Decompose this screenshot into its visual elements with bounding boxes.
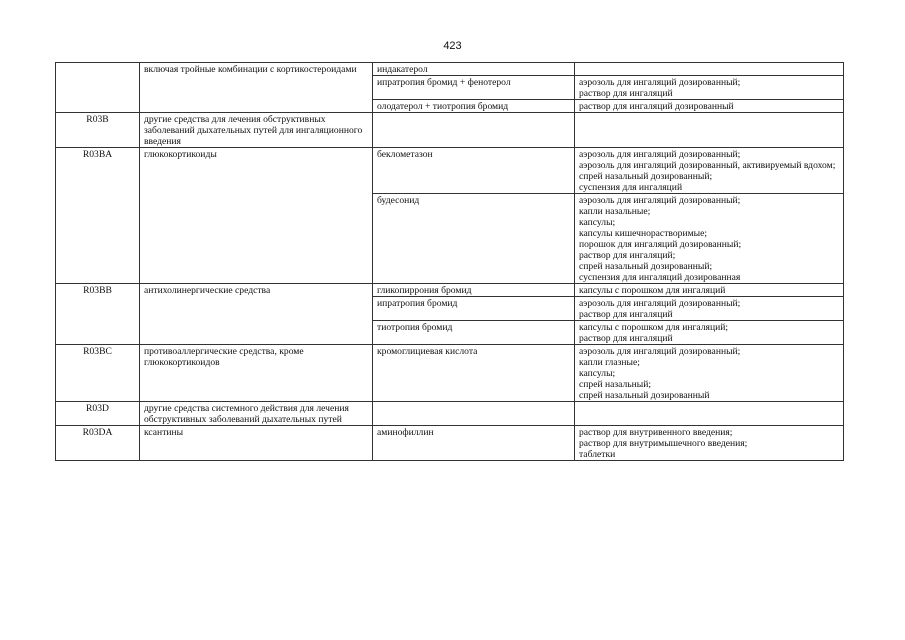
table-row	[56, 284, 844, 297]
inn-cell: гликопиррония бромид	[373, 284, 575, 297]
table-row	[56, 426, 844, 461]
inn-cell: тиотропия бромид	[373, 321, 575, 345]
group-name-cell: ксантины	[140, 426, 373, 461]
dosage-form-cell: раствор для внутривенного введения; раствор для внутримышечного введения; таблетки	[575, 426, 844, 461]
dosage-form-cell: раствор для ингаляций дозированный	[575, 100, 844, 113]
atc-code-cell: R03B	[56, 113, 140, 148]
dosage-form-cell	[575, 113, 844, 148]
atc-code-cell: R03D	[56, 402, 140, 426]
atc-code-cell	[56, 63, 140, 113]
atc-code-cell: R03BB	[56, 284, 140, 345]
page-number: 423	[443, 40, 462, 52]
inn-cell: аминофиллин	[373, 426, 575, 461]
inn-cell: кромоглициевая кислота	[373, 345, 575, 402]
drug-table	[55, 62, 844, 461]
inn-cell	[373, 113, 575, 148]
group-name-cell: антихолинергические средства	[140, 284, 373, 345]
inn-cell: беклометазон	[373, 148, 575, 194]
dosage-form-cell: аэрозоль для ингаляций дозированный; раствор для ингаляций	[575, 76, 844, 100]
table-row	[56, 402, 844, 426]
atc-code-cell: R03DA	[56, 426, 140, 461]
atc-code-cell: R03BC	[56, 345, 140, 402]
table-row	[56, 345, 844, 402]
dosage-form-cell: аэрозоль для ингаляций дозированный; капли глазные; капсулы; спрей назальный; спрей назальный дозированный	[575, 345, 844, 402]
inn-cell: индакатерол	[373, 63, 575, 76]
table-row	[56, 148, 844, 194]
dosage-form-cell: аэрозоль для ингаляций дозированный; аэрозоль для ингаляций дозированный, активируемый вдохом; спрей назальный дозированный; суспензия для ингаляций	[575, 148, 844, 194]
atc-code-cell: R03BA	[56, 148, 140, 284]
inn-cell: ипратропия бромид	[373, 297, 575, 321]
group-name-cell: противоаллергические средства, кроме глюкокортикоидов	[140, 345, 373, 402]
group-name-cell: включая тройные комбинации с кортикостероидами	[140, 63, 373, 113]
table-row	[56, 113, 844, 148]
dosage-form-cell	[575, 402, 844, 426]
dosage-form-cell: аэрозоль для ингаляций дозированный; капли назальные; капсулы; капсулы кишечнорастворимые; порошок для ингаляций дозированный; раствор для ингаляций; спрей назальный дозированный; суспензия для ингаляций дозированная	[575, 194, 844, 284]
inn-cell	[373, 402, 575, 426]
inn-cell: ипратропия бромид + фенотерол	[373, 76, 575, 100]
dosage-form-cell: капсулы с порошком для ингаляций	[575, 284, 844, 297]
dosage-form-cell: аэрозоль для ингаляций дозированный; раствор для ингаляций	[575, 297, 844, 321]
inn-cell: олодатерол + тиотропия бромид	[373, 100, 575, 113]
dosage-form-cell	[575, 63, 844, 76]
group-name-cell: другие средства для лечения обструктивных заболеваний дыхательных путей для ингаляционного введения	[140, 113, 373, 148]
table-row	[56, 63, 844, 76]
inn-cell: будесонид	[373, 194, 575, 284]
group-name-cell: другие средства системного действия для лечения обструктивных заболеваний дыхательных путей	[140, 402, 373, 426]
group-name-cell: глюкокортикоиды	[140, 148, 373, 284]
dosage-form-cell: капсулы с порошком для ингаляций; раствор для ингаляций	[575, 321, 844, 345]
